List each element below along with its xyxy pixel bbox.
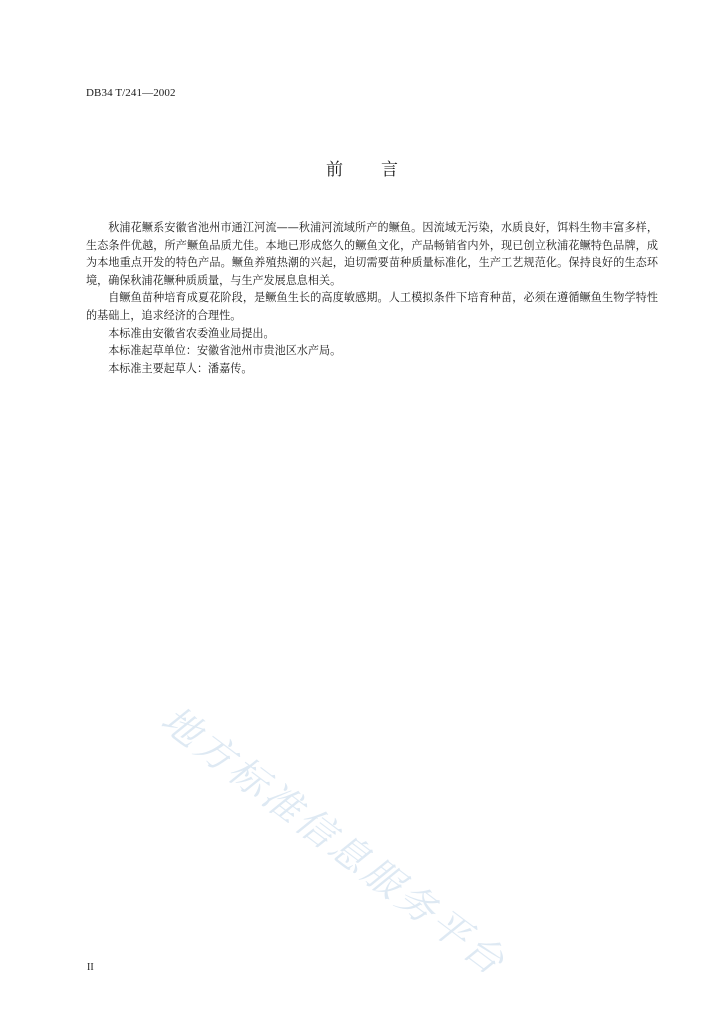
page-title [0,155,724,180]
paragraph: 本标准由安徽省农委渔业局提出。 [108,326,275,340]
paragraph: 秋浦花鳜系安徽省池州市通江河流——秋浦河流域所产的鳜鱼。因流域无污染，水质良好，饵料生物丰富多样，生态条件优越，所产鳜鱼品质尤佳。本地已形成悠久的鳜鱼文化，产品畅销省内外，现已创立秋浦花鳜特色品牌，成为本地重点开发的特色产品。鳜鱼养殖热潮的兴起，迫切需要苗种质量标准化，生产工艺规范化。保持良好的生态环境，确保秋浦花鳜种质质量，与生产发展息息相关。 [86,221,658,287]
page-number: II [87,962,94,973]
watermark: 地方标准信息服务平台 [153,697,516,986]
standard-code: DB34 T/241—2002 [86,87,176,99]
title-char-2: 言 [381,160,398,180]
foreword-body [86,219,658,377]
paragraph: 自鳜鱼苗种培育成夏花阶段，是鳜鱼生长的高度敏感期。人工模拟条件下培育种苗，必须在遵循鳜鱼生物学特性的基础上，追求经济的合理性。 [86,291,658,322]
paragraph: 本标准主要起草人：潘嘉传。 [108,361,253,375]
paragraph: 本标准起草单位：安徽省池州市贵池区水产局。 [108,344,342,358]
title-char-1: 前 [326,160,343,180]
